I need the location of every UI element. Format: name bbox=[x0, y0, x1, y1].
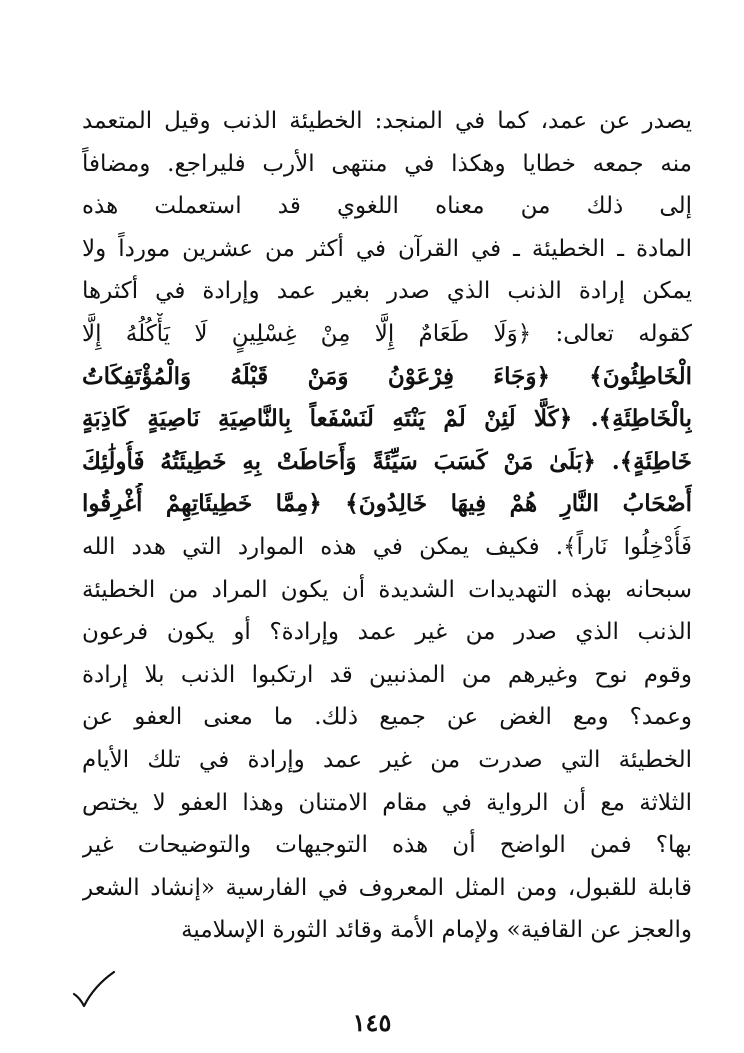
text-line: بها؟ فمن الواضح أن هذه التوجيهات والتوضيحات غير bbox=[82, 832, 692, 859]
text-line: يصدر عن عمد، كما في المنجد: الخطيئة الذنب وقيل المتعمد bbox=[82, 108, 692, 134]
text-line: المادة ـ الخطيئة ـ في القرآن في أكثر من عشرين مورداً ولا bbox=[82, 235, 692, 262]
text-line: الذنب الذي صدر من غير عمد وإرادة؟ أو يكون فرعون bbox=[82, 619, 692, 646]
text-line: منه جمعه خطايا وهكذا في منتهى الأرب فليراجع. ومضافاً bbox=[82, 150, 692, 177]
text-line: وقوم نوح وغيرهم من المذنبين قد ارتكبوا الذنب بلا إرادة bbox=[82, 661, 692, 688]
page-body-text bbox=[82, 100, 692, 952]
quran-verse-line: بِالْخَاطِئَةِ﴾. ﴿كَلَّا لَئِنْ لَمْ يَنْتَهِ لَنَسْفَعاً بِالنَّاصِيَةِ نَاصِيَةٍ كَاذِبَةٍ bbox=[82, 405, 692, 433]
quran-verse-line: أَصْحَابُ النَّارِ هُمْ فِيهَا خَالِدُونَ﴾ ﴿مِمَّا خَطِيئَاتِهِمْ أُغْرِقُوا bbox=[82, 490, 692, 518]
text-line: الخطيئة التي صدرت من غير عمد وإرادة في تلك الأيام bbox=[82, 746, 692, 773]
text-line: قابلة للقبول، ومن المثل المعروف في الفارسية «إنشاد الشعر bbox=[82, 874, 692, 901]
text-line: وعمد؟ ومع الغض عن جميع ذلك. ما معنى العفو عن bbox=[82, 704, 692, 731]
text-line: الثلاثة مع أن الرواية في مقام الامتنان وهذا العفو لا يختص bbox=[82, 789, 692, 816]
quran-verse-line: الْخَاطِئُونَ﴾ ﴿وَجَاءَ فِرْعَوْنُ وَمَنْ قَبْلَهُ وَالْمُؤْتَفِكَاتُ bbox=[82, 362, 692, 390]
text-line: كقوله تعالى: ﴿وَلَا طَعَامٌ إِلَّا مِنْ غِسْلِينٍ لَا يَأْكُلُهُ إِلَّا bbox=[82, 320, 692, 347]
page-number: ١٤٥ bbox=[352, 1008, 392, 1037]
text-line: إلى ذلك من معناه اللغوي قد استعملت هذه bbox=[82, 193, 692, 220]
margin-check-mark bbox=[70, 968, 120, 1010]
text-line: فَأُدْخِلُوا نَاراً﴾. فكيف يمكن في هذه الموارد التي هدد الله bbox=[82, 533, 692, 560]
text-line: والعجز عن القافية» ولإمام الأمة وقائد الثورة الإسلامية bbox=[181, 917, 692, 944]
text-line: سبحانه بهذه التهديدات الشديدة أن يكون المراد من الخطيئة bbox=[82, 576, 692, 603]
text-line: يمكن إرادة الذنب الذي صدر بغير عمد وإرادة في أكثرها bbox=[82, 278, 692, 305]
quran-verse-line: خَاطِئَةٍ﴾. ﴿بَلَىٰ مَنْ كَسَبَ سَيِّئَةً وَأَحَاطَتْ بِهِ خَطِيئَتُهُ فَأُولَٰئِكَ bbox=[82, 447, 692, 475]
